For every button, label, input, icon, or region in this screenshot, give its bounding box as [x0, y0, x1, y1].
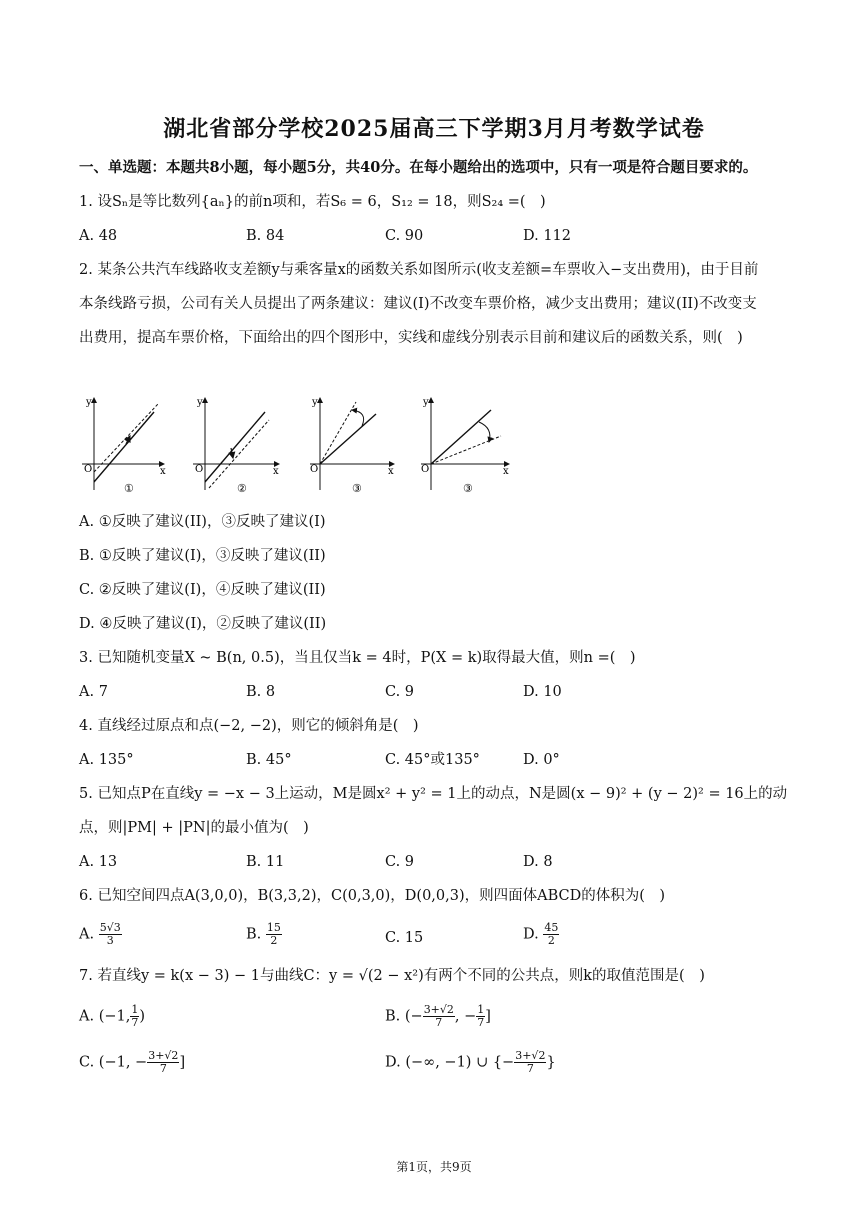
q7-d-denominator: 7 — [526, 1062, 534, 1075]
q7-b-numerator-1: 3+√2 — [423, 1003, 454, 1016]
q7-b-fraction-1 — [423, 1004, 455, 1029]
q2-figures — [72, 392, 522, 504]
q6-d-numerator: 45 — [544, 921, 559, 934]
fig1-y-label: y — [86, 397, 92, 408]
figure-3 — [310, 397, 394, 495]
q6-option-c: C. 15 — [385, 930, 424, 946]
q6-option-a — [79, 922, 122, 947]
q7-d-pre: D. (−∞, −1) ∪ {− — [385, 1054, 515, 1071]
q7-option-c — [79, 1050, 185, 1075]
q7-c-fraction — [147, 1050, 179, 1075]
question-7-stem: 7. 若直线y = k(x − 3) − 1与曲线C：y = √(2 − x²)有两个不同的公共点，则k的取值范围是( ) — [79, 968, 705, 984]
fig4-origin: O — [421, 464, 430, 475]
q7-a-post: ) — [139, 1008, 146, 1025]
question-2-stem-line1: 2. 某条公共汽车线路收支差额y与乘客量x的函数关系如图所示(收支差额=车票收入−支出费用)，由于目前 — [79, 262, 759, 278]
q4-option-b: B. 45° — [246, 752, 292, 768]
fig4-x-label: x — [503, 466, 509, 477]
q6-option-d — [523, 922, 559, 947]
q6-option-b-label: B. — [246, 926, 262, 943]
fig2-label: ② — [237, 482, 247, 495]
fig2-origin: O — [195, 464, 204, 475]
q7-a-numerator: 1 — [131, 1003, 139, 1016]
q7-b-denominator-1: 7 — [435, 1016, 443, 1029]
q4-option-a: A. 135° — [79, 752, 134, 768]
section-heading: 一、单选题：本题共8小题，每小题5分，共40分。在每小题给出的选项中，只有一项是符合题目要求的。 — [79, 159, 758, 176]
fig4-y-label: y — [423, 397, 429, 408]
q6-option-d-fraction — [543, 922, 559, 947]
q7-c-numerator: 3+√2 — [148, 1049, 179, 1062]
q6-option-a-fraction — [99, 922, 122, 947]
q3-option-b: B. 8 — [246, 684, 276, 700]
question-2-stem-line2: 本条线路亏损，公司有关人员提出了两条建议：建议(I)不改变车票价格，减少支出费用；建议(II)不改变支 — [79, 296, 757, 312]
fig3-x-label: x — [388, 466, 394, 477]
q1-option-b: B. 84 — [246, 228, 285, 244]
q6-d-denominator: 2 — [547, 934, 555, 947]
q6-option-b — [246, 922, 282, 947]
fig2-y-label: y — [197, 397, 203, 408]
q6-a-numerator: 5√3 — [99, 921, 121, 934]
fig4-label: ③ — [463, 482, 473, 495]
q6-a-denominator: 3 — [106, 934, 114, 947]
q3-option-a: A. 7 — [79, 684, 108, 700]
q5-option-c: C. 9 — [385, 854, 415, 870]
q7-b-numerator-2: 1 — [477, 1003, 485, 1016]
q7-d-post: } — [546, 1054, 556, 1071]
q2-option-d: D. ④反映了建议(I)，②反映了建议(II) — [79, 616, 327, 632]
q7-a-denominator: 7 — [131, 1016, 139, 1029]
q4-option-d: D. 0° — [523, 752, 560, 768]
q6-option-b-fraction — [266, 922, 282, 947]
question-2-stem-line3: 出费用，提高车票价格，下面给出的四个图形中，实线和虚线分别表示目前和建议后的函数关系，则( ) — [79, 330, 743, 346]
q7-c-denominator: 7 — [159, 1062, 167, 1075]
fig3-y-label: y — [312, 397, 318, 408]
fig3-label: ③ — [352, 482, 362, 495]
q1-option-d: D. 112 — [523, 228, 572, 244]
q1-option-a: A. 48 — [79, 228, 118, 244]
question-6-stem: 6. 已知空间四点A(3,0,0)，B(3,3,2)，C(0,3,0)，D(0,0,3)，则四面体ABCD的体积为( ) — [79, 888, 666, 904]
q2-option-b: B. ①反映了建议(I)，③反映了建议(II) — [79, 548, 326, 564]
fig3-origin: O — [310, 464, 319, 475]
question-1-stem: 1. 设Sₙ是等比数列{aₙ}的前n项和，若S₆ = 6，S₁₂ = 18，则S₂₄ =( ) — [79, 194, 546, 210]
q7-b-mid: , − — [454, 1008, 477, 1025]
q5-option-a: A. 13 — [79, 854, 118, 870]
q4-option-c: C. 45°或135° — [385, 752, 480, 768]
q5-option-d: D. 8 — [523, 854, 553, 870]
q7-b-pre: B. (− — [385, 1008, 423, 1025]
q2-option-c: C. ②反映了建议(I)，④反映了建议(II) — [79, 582, 326, 598]
q5-option-b: B. 11 — [246, 854, 285, 870]
q6-b-numerator: 15 — [266, 921, 281, 934]
q2-option-a: A. ①反映了建议(II)，③反映了建议(I) — [79, 514, 326, 530]
figure-2 — [193, 397, 279, 495]
q6-option-a-label: A. — [79, 926, 95, 943]
q3-option-d: D. 10 — [523, 684, 562, 700]
q6-b-denominator: 2 — [270, 934, 278, 947]
q7-c-pre: C. (−1, − — [79, 1054, 148, 1071]
question-5-stem-line2: 点，则|PM| + |PN|的最小值为( ) — [79, 820, 309, 836]
question-4-stem: 4. 直线经过原点和点(−2, −2)，则它的倾斜角是( ) — [79, 718, 419, 734]
q7-b-denominator-2: 7 — [477, 1016, 485, 1029]
question-3-stem: 3. 已知随机变量X ~ B(n, 0.5)，当且仅当k = 4时，P(X = k)取得最大值，则n =( ) — [79, 650, 636, 666]
question-5-stem-line1: 5. 已知点P在直线y = −x − 3上运动，M是圆x² + y² = 1上的动点，N是圆(x − 9)² + (y − 2)² = 16上的动 — [79, 786, 788, 802]
q7-d-fraction — [514, 1050, 546, 1075]
q7-b-post: ] — [485, 1008, 491, 1025]
q7-a-fraction — [130, 1004, 139, 1029]
page-footer: 第1页，共9页 — [396, 1160, 472, 1174]
fig1-x-label: x — [160, 466, 166, 477]
q7-a-pre: A. (−1, — [79, 1008, 131, 1025]
page-title: 湖北省部分学校2025届高三下学期3月月考数学试卷 — [163, 116, 705, 142]
q7-option-a — [79, 1004, 145, 1029]
fig2-x-label: x — [273, 466, 279, 477]
q1-option-c: C. 90 — [385, 228, 424, 244]
q7-b-fraction-2 — [476, 1004, 485, 1029]
q7-option-d — [385, 1050, 556, 1075]
q7-c-post: ] — [179, 1054, 186, 1071]
figure-4 — [421, 397, 509, 495]
q7-option-b — [385, 1004, 491, 1029]
fig1-label: ① — [124, 482, 134, 495]
fig1-origin: O — [84, 464, 93, 475]
q6-option-d-label: D. — [523, 926, 539, 943]
q3-option-c: C. 9 — [385, 684, 415, 700]
figure-1 — [82, 397, 166, 495]
q7-d-numerator: 3+√2 — [515, 1049, 546, 1062]
